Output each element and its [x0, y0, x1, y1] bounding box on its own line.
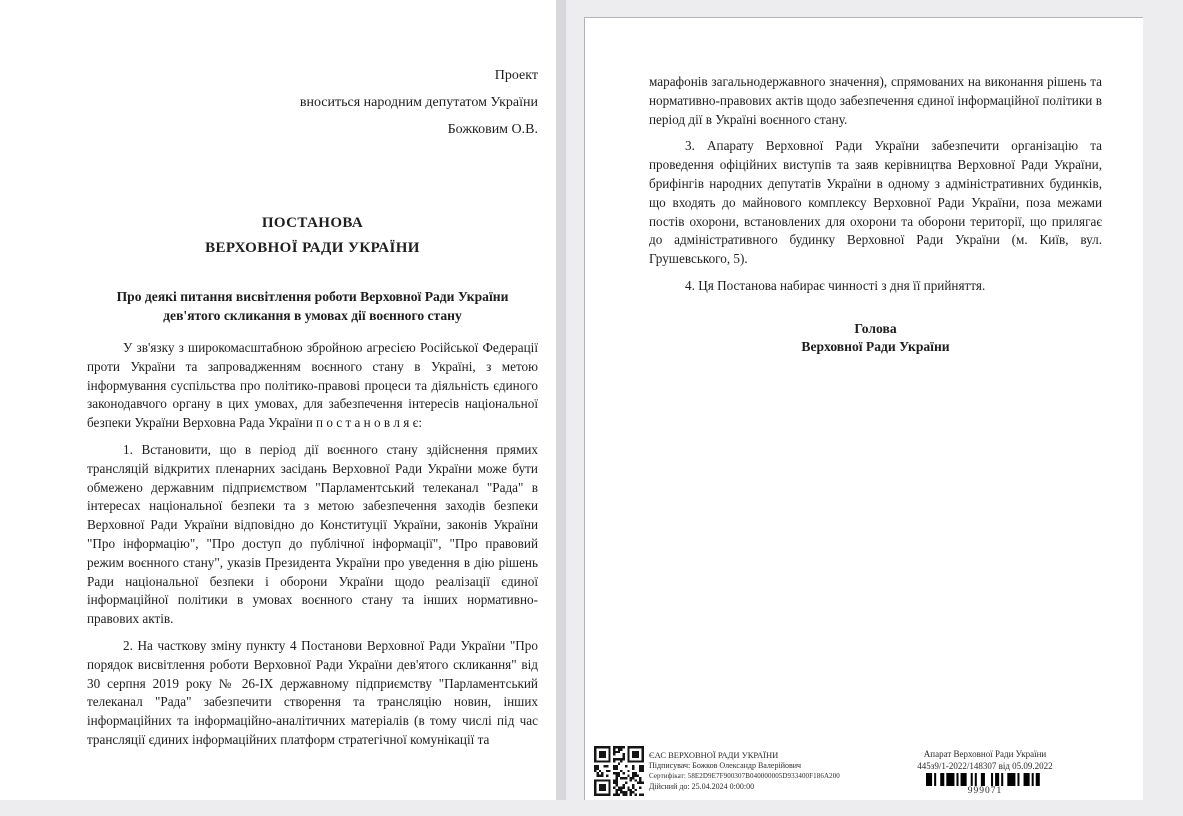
registration-org: Апарат Верховної Ради України [923, 749, 1047, 759]
paragraph-intro: У зв'язку з широкомасштабною збройною агресією Російської Федерації проти України та запровадженням воєнного стану в Україні, з метою інформування суспільства про політико-правові процеси та діяльність єдиного законодавчого органу в цих умовах, для забезпечення інтересів національної безпеки України Верховна Рада України п о с т а н о в л я є: [87, 340, 538, 431]
page-gap-divider [556, 0, 566, 800]
document-title [87, 211, 538, 261]
registration-stamp [885, 749, 1085, 797]
eas-signature-stamp [649, 750, 879, 792]
signature-block [649, 320, 1102, 356]
registration-number: 445з9/1-2022/148307 від 05.09.2022 [917, 760, 1053, 771]
eas-stamp-title: ЄАС ВЕРХОВНОЇ РАДИ УКРАЇНИ [649, 750, 779, 760]
barcode-number: 999071 [967, 786, 1003, 796]
submitted-by-line: вноситься народним депутатом України [299, 95, 538, 110]
eas-stamp-valid-until: Дійсний до: 25.04.2024 0:00:00 [649, 781, 755, 791]
page-1 [0, 0, 556, 800]
paragraph-item-4: 4. Ця Постанова набирає чинності з дня її прийняття. [685, 277, 986, 293]
qr-code-icon [594, 746, 644, 796]
page-2-body [649, 73, 1102, 296]
paragraph-item-2-continued: марафонів загальнодержавного значення), спрямованих на виконання рішень та нормативно-правових актів щодо забезпечення єдиної інформаційної політики в період дії в Україні воєнного стану. [649, 74, 1102, 127]
author-name: Божковим О.В. [447, 122, 538, 137]
barcode-icon [926, 773, 1044, 786]
title-line-2: ВЕРХОВНОЇ РАДИ УКРАЇНИ [205, 240, 420, 256]
paragraph-item-3: 3. Апарату Верховної Ради України забезпечити організацію та проведення офіційних виступів та заяв керівництва Верховної Ради України, брифінгів народних депутатів України в одному з адміністративних будинків, що входять до майнового комплексу Верховної Ради України, поза межами постів охорони, встановлених для охорони та оборони території, що прилягає до адміністративного будинку Верховної Ради України (м. Київ, вул. Грушевського, 5). [649, 138, 1102, 267]
eas-stamp-certificate: Сертифікат: 58E2D9E7F900307B040000005D933400F186A200 [649, 772, 840, 780]
eas-stamp-signer: Підписувач: Божков Олександр Валерійович [649, 760, 802, 770]
document-subject: Про деякі питання висвітлення роботи Верховної Ради України дев'ятого скликання в умовах дії воєнного стану [116, 289, 509, 323]
draft-label: Проект [494, 68, 538, 83]
stamps-row [585, 742, 1143, 798]
title-line-1: ПОСТАНОВА [261, 215, 364, 231]
paragraph-item-2: 2. На часткову зміну пункту 4 Постанови Верховної Ради України "Про порядок висвітлення роботи Верховної Ради України дев'ятого скликання" від 30 серпня 2019 року № 26-IX державному підприємству "Парламентський телеканал "Рада" забезпечити створення та трансляцію новин, інших інформаційних та інформаційно-аналітичних матеріалів (в тому числі під час трансляції єдиних інформаційних платформ стратегічної комунікації та [87, 637, 538, 747]
signature-position: Голова [854, 320, 897, 336]
draft-header [87, 62, 538, 143]
paragraph-item-1: 1. Встановити, що в період дії воєнного стану здійснення прямих трансляцій відкритих пленарних засідань Верховної Ради України може бути обмежено державним підприємством "Парламентський телеканал "Рада" в інтересах національної безпеки та з метою забезпечення заходів безпеки Верховної Ради України відповідно до Конституції України, законів України "Про інформацію", "Про доступ до публічної інформації", "Про правовий режим воєнного стану", указів Президента України про уведення в дію рішень Ради національної безпеки і оборони України щодо реалізації єдиної інформаційної політики в умовах воєнного стану та інших нормативно-правових актів. [87, 441, 538, 627]
page-1-body [87, 339, 538, 750]
page-2 [584, 17, 1143, 800]
signature-org: Верховної Ради України [801, 338, 950, 354]
